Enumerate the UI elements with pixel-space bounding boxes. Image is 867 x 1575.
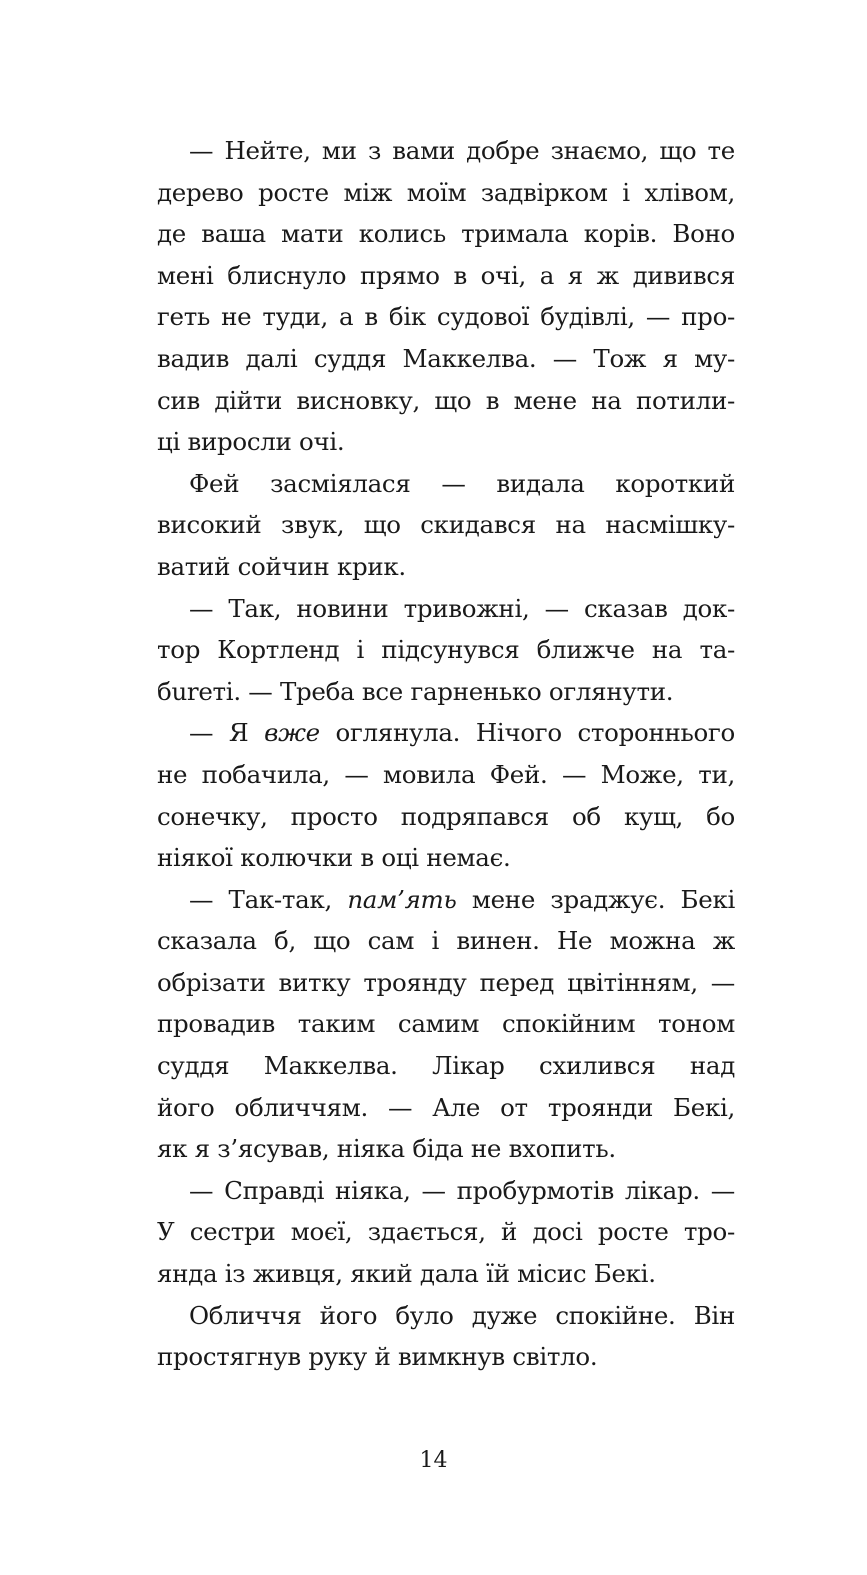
body-text — [157, 130, 735, 1378]
text-line: — Так, новини тривожні, — сказав док- — [189, 593, 735, 623]
text-line: У сестри моєї, здається, й досі росте тро- — [157, 1217, 735, 1247]
text-line: Обличчя його було дуже спокійне. Він — [189, 1300, 735, 1330]
text-line: не побачила, — мовила Фей. — Може, ти, — [157, 759, 735, 789]
text-line: бureті. — Треба все гарненько оглянути. — [157, 676, 674, 706]
text-line: ці виросли очі. — [157, 427, 345, 457]
text-line: сказала б, що сам і винен. Не можна ж — [157, 926, 735, 956]
text-line: геть не туди, а в бік судової будівлі, — про- — [157, 302, 735, 332]
text-line: високий звук, що скидався на насмішку- — [157, 510, 735, 540]
text-line: обрізати витку троянду перед цвітінням, — — [157, 967, 735, 997]
text-run: — Я — [189, 718, 265, 748]
text-line: ніякої колючки в оці немає. — [157, 843, 511, 873]
text-line: його обличчям. — Але от троянди Бекі, — [157, 1092, 735, 1122]
text-line — [157, 879, 735, 921]
italic-emphasis: пам’ять — [347, 884, 457, 914]
text-run: — Так-так, — [189, 884, 348, 914]
text-line: — Нейте, ми з вами добре знаємо, що те — [189, 136, 735, 165]
text-line: де ваша мати колись тримала корів. Воно — [157, 219, 735, 249]
text-line: сив дійти висновку, що в мене на потили- — [157, 385, 735, 415]
text-line: суддя Маккелва. Лікар схилився над — [157, 1051, 735, 1081]
text-line: Фей засміялася — видала короткий — [189, 468, 735, 498]
text-line: — Справді ніяка, — пробурмотів лікар. — — [189, 1175, 735, 1205]
text-line — [157, 712, 735, 754]
italic-emphasis: вже — [264, 718, 320, 748]
text-line: мені блиснуло прямо в очі, а я ж дивився — [157, 260, 735, 290]
text-line: янда із живця, який дала їй місис Бекі. — [157, 1259, 656, 1289]
text-line: ватий сойчин крик. — [157, 551, 406, 581]
text-line: як я з’ясував, ніяка біда не вхопить. — [157, 1134, 616, 1164]
text-line: провадив таким самим спокійним тоном — [157, 1009, 735, 1039]
text-run: мене зраджує. Бекі — [456, 884, 735, 914]
text-line: тор Кортленд і підсунувся ближче на та- — [157, 635, 735, 665]
text-line: вадив далі суддя Маккелва. — Тож я му- — [157, 343, 735, 373]
page-number: 14 — [419, 1448, 448, 1473]
text-line: сонечку, просто подряпався об кущ, бо — [157, 801, 735, 831]
text-line: простягнув руку й вимкнув світло. — [157, 1342, 598, 1372]
text-line: дерево росте між моїм задвірком і хлівом, — [157, 177, 735, 207]
text-run: оглянула. Нічого стороннього — [319, 718, 735, 748]
